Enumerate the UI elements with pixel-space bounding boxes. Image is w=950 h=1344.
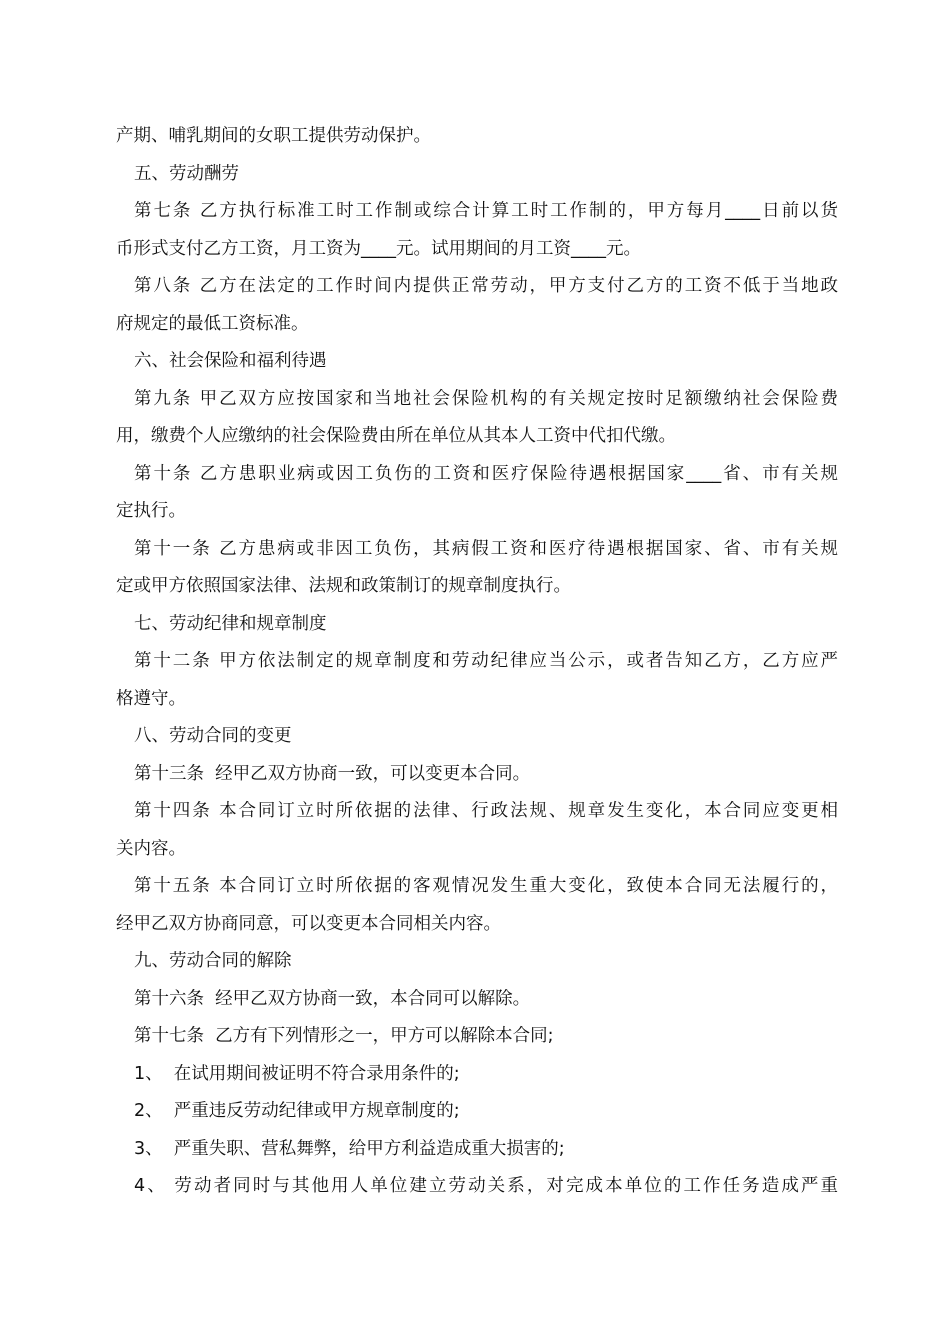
text-line: 第十二条 甲方依法制定的规章制度和劳动纪律应当公示，或者告知乙方，乙方应严 (134, 651, 838, 671)
text-line: 经甲乙双方协商同意，可以变更本合同相关内容。 (116, 913, 501, 934)
text-line: 第十条 乙方患职业病或因工负伤的工资和医疗保险待遇根据国家____省、市有关规 (134, 463, 838, 484)
section-heading: 九、劳动合同的解除 (134, 951, 292, 971)
text-line: 定或甲方依照国家法律、法规和政策制订的规章制度执行。 (116, 576, 571, 596)
text-line: 产期、哺乳期间的女职工提供劳动保护。 (116, 126, 431, 146)
text-line: 第十六条 经甲乙双方协商一致，本合同可以解除。 (134, 988, 531, 1009)
list-item: 1、 在试用期间被证明不符合录用条件的; (134, 1063, 460, 1084)
text-line: 第十五条 本合同订立时所依据的客观情况发生重大变化，致使本合同无法履行的， (134, 876, 838, 896)
text-line: 第十一条 乙方患病或非因工负伤，其病假工资和医疗待遇根据国家、省、市有关规 (134, 538, 838, 559)
text-line: 第十四条 本合同订立时所依据的法律、行政法规、规章发生变化，本合同应变更相 (134, 801, 838, 821)
text-line: 第十三条 经甲乙双方协商一致，可以变更本合同。 (134, 763, 531, 784)
text-line: 第十七条 乙方有下列情形之一，甲方可以解除本合同; (134, 1026, 554, 1046)
list-item: 4、 劳动者同时与其他用人单位建立劳动关系，对完成本单位的工作任务造成严重 (134, 1176, 838, 1196)
text-line: 第九条 甲乙双方应按国家和当地社会保险机构的有关规定按时足额缴纳社会保险费 (134, 388, 838, 409)
text-line: 格遵守。 (116, 688, 186, 709)
section-heading: 六、社会保险和福利待遇 (134, 351, 327, 371)
text-line: 第七条 乙方执行标准工时工作制或综合计算工时工作制的，甲方每月____日前以货 (134, 201, 838, 221)
text-line: 用，缴费个人应缴纳的社会保险费由所在单位从其本人工资中代扣代缴。 (116, 426, 676, 446)
list-item: 3、 严重失职、营私舞弊，给甲方利益造成重大损害的; (134, 1138, 565, 1159)
text-line: 府规定的最低工资标准。 (116, 313, 309, 334)
text-line: 定执行。 (116, 501, 186, 521)
text-line: 关内容。 (116, 838, 186, 859)
section-heading: 五、劳动酬劳 (134, 163, 239, 184)
section-heading: 七、劳动纪律和规章制度 (134, 613, 327, 634)
list-item: 2、 严重违反劳动纪律或甲方规章制度的; (134, 1101, 460, 1121)
section-heading: 八、劳动合同的变更 (134, 726, 292, 746)
text-line: 第八条 乙方在法定的工作时间内提供正常劳动，甲方支付乙方的工资不低于当地政 (134, 276, 838, 296)
document-body (116, 118, 838, 1206)
text-line: 币形式支付乙方工资，月工资为____元。试用期间的月工资____元。 (116, 238, 641, 259)
